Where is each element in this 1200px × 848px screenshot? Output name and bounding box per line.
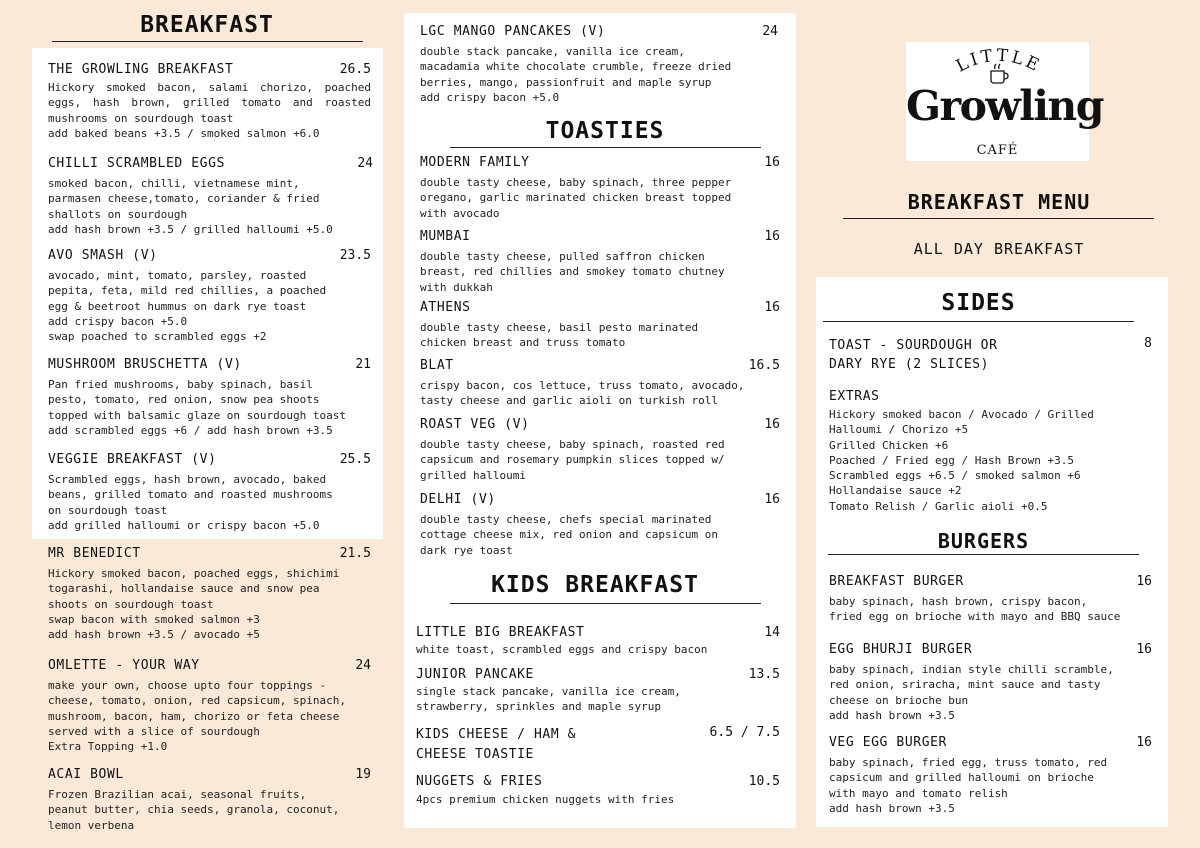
item-price: 10.5 bbox=[748, 774, 780, 789]
item-name: LITTLE BIG BREAKFAST bbox=[416, 625, 585, 640]
item-name: NUGGETS & FRIES bbox=[416, 774, 543, 789]
item-name: ACAI BOWL bbox=[48, 767, 124, 782]
sides-title-rule bbox=[823, 321, 1134, 322]
item-price: 16 bbox=[764, 229, 780, 244]
logo-top-text: LITTLE bbox=[953, 45, 1045, 77]
menu-item-modern-family bbox=[420, 155, 780, 221]
menu-item-toast bbox=[829, 336, 1152, 374]
menu-item-mushroom-bruschetta bbox=[48, 357, 371, 438]
item-name: BLAT bbox=[420, 358, 454, 373]
menu-item-growling-breakfast bbox=[48, 62, 371, 141]
item-name: EXTRAS bbox=[829, 389, 880, 404]
item-description: double stack pancake, vanilla ice cream, macadamia white chocolate crumble, freeze dried berries, mango, passionfruit and maple syrup add crispy bacon +5.0 bbox=[420, 45, 732, 104]
kids-breakfast-title: KIDS BREAKFAST bbox=[491, 572, 699, 598]
item-name: LGC MANGO PANCAKES (V) bbox=[420, 24, 606, 39]
breakfast-title-rule bbox=[52, 41, 363, 42]
item-name: MR BENEDICT bbox=[48, 546, 141, 561]
logo-cafe-text: CAFÉ bbox=[976, 143, 1019, 158]
logo-wordmark: Growling bbox=[906, 82, 1103, 130]
item-price: 16 bbox=[764, 300, 780, 315]
item-name: OMLETTE - YOUR WAY bbox=[48, 658, 200, 673]
item-name: EGG BHURJI BURGER bbox=[829, 642, 973, 657]
item-name: MODERN FAMILY bbox=[420, 155, 530, 170]
item-description: double tasty cheese, chefs special marinated cottage cheese mix, red onion and capsicum on dark rye toast bbox=[420, 513, 719, 557]
menu-item-acai-bowl bbox=[48, 767, 371, 833]
item-name: MUSHROOM BRUSCHETTA (V) bbox=[48, 357, 242, 372]
item-price: 16.5 bbox=[748, 358, 780, 373]
menu-item-roast-veg bbox=[420, 417, 780, 483]
item-price: 14 bbox=[764, 625, 780, 640]
menu-item-mumbai bbox=[420, 229, 780, 295]
item-name: BREAKFAST BURGER bbox=[829, 574, 964, 589]
item-name: VEG EGG BURGER bbox=[829, 735, 947, 750]
item-price: 16 bbox=[764, 417, 780, 432]
menu-title-rule bbox=[843, 218, 1154, 219]
item-price: 24 bbox=[762, 24, 778, 39]
menu-item-kids-cheese-toastie bbox=[416, 725, 780, 765]
item-description: white toast, scrambled eggs and crispy bacon bbox=[416, 643, 708, 656]
item-price: 6.5 / 7.5 bbox=[709, 725, 780, 740]
menu-item-athens bbox=[420, 300, 780, 351]
item-name: CHILLI SCRAMBLED EGGS bbox=[48, 156, 225, 171]
item-price: 16 bbox=[1136, 735, 1152, 750]
item-price: 21.5 bbox=[339, 546, 371, 561]
item-name: ROAST VEG (V) bbox=[420, 417, 530, 432]
item-price: 24 bbox=[355, 658, 371, 673]
item-price: 16 bbox=[764, 492, 780, 507]
item-price: 16 bbox=[1136, 574, 1152, 589]
cafe-logo bbox=[906, 42, 1103, 161]
item-name: KIDS CHEESE / HAM & CHEESE TOASTIE bbox=[416, 727, 577, 762]
item-name: MUMBAI bbox=[420, 229, 471, 244]
item-name: THE GROWLING BREAKFAST bbox=[48, 62, 234, 77]
item-description: Hickory smoked bacon, poached eggs, shichimi togarashi, hollandaise sauce and snow pea shoots on sourdough toast swap bacon with smoked salmon +3 add hash brown +3.5 / avocado +5 bbox=[48, 567, 340, 642]
item-description: double tasty cheese, baby spinach, three pepper oregano, garlic marinated chicken breast topped with avocado bbox=[420, 176, 732, 220]
item-price: 16 bbox=[1136, 642, 1152, 657]
menu-item-chilli-scrambled-eggs bbox=[48, 156, 373, 237]
menu-item-junior-pancake bbox=[416, 667, 780, 715]
menu-item-nuggets-fries bbox=[416, 774, 780, 807]
item-name: JUNIOR PANCAKE bbox=[416, 667, 534, 682]
toasties-title: TOASTIES bbox=[545, 118, 665, 144]
kids-title-rule bbox=[450, 603, 761, 604]
menu-item-veg-egg-burger bbox=[829, 735, 1152, 816]
menu-item-mango-pancakes bbox=[420, 24, 778, 105]
coffee-cup-icon bbox=[991, 64, 1008, 83]
item-description: smoked bacon, chilli, vietnamese mint, parmasen cheese,tomato, coriander & fried shallots on sourdough add hash brown +3.5 / grilled halloumi +5.0 bbox=[48, 177, 333, 236]
menu-item-avo-smash bbox=[48, 248, 371, 344]
burgers-title: BURGERS bbox=[937, 529, 1030, 553]
item-description: baby spinach, indian style chilli scramble, red onion, sriracha, mint sauce and tasty cheese on brioche bun add hash brown +3.5 bbox=[829, 663, 1114, 722]
item-description: baby spinach, hash brown, crispy bacon, fried egg on brioche with mayo and BBQ sauce bbox=[829, 595, 1121, 624]
sides-title: SIDES bbox=[941, 290, 1016, 316]
item-name: VEGGIE BREAKFAST (V) bbox=[48, 452, 217, 467]
toasties-title-rule bbox=[450, 147, 761, 148]
item-name: TOAST - SOURDOUGH OR DARY RYE (2 SLICES) bbox=[829, 338, 998, 372]
menu-title: BREAKFAST MENU bbox=[907, 190, 1091, 214]
item-name: AVO SMASH (V) bbox=[48, 248, 158, 263]
menu-item-little-big-breakfast bbox=[416, 625, 780, 657]
item-price: 16 bbox=[764, 155, 780, 170]
item-price: 26.5 bbox=[339, 62, 371, 77]
item-price: 13.5 bbox=[748, 667, 780, 682]
menu-item-egg-bhurji-burger bbox=[829, 642, 1152, 723]
menu-item-mr-benedict bbox=[48, 546, 371, 642]
item-description: Pan fried mushrooms, baby spinach, basil pesto, tomato, red onion, snow pea shoots topped with balsamic glaze on sourdough toast add scrambled eggs +6 / add hash brown +3.5 bbox=[48, 378, 347, 437]
item-description: single stack pancake, vanilla ice cream, strawberry, sprinkles and maple syrup bbox=[416, 685, 681, 714]
item-description: make your own, choose upto four toppings - cheese, tomato, onion, red capsicum, spinach, mushroom, bacon, ham, chorizo or feta cheese served with a slice of sourdough Extra Topping +1.0 bbox=[48, 679, 347, 754]
menu-item-extras bbox=[829, 389, 1152, 514]
item-price: 19 bbox=[355, 767, 371, 782]
item-description: 4pcs premium chicken nuggets with fries bbox=[416, 793, 675, 806]
item-description: Hickory smoked bacon / Avocado / Grilled Halloumi / Chorizo +5 Grilled Chicken +6 Poached / Fried egg / Hash Brown +3.5 Scrambled eggs +6.5 / smoked salmon +6 Hollandaise sauce +2 Tomato Relish / Garlic aioli +0.5 bbox=[829, 408, 1094, 513]
item-price: 24 bbox=[357, 156, 373, 171]
menu-subtitle: ALL DAY BREAKFAST bbox=[913, 240, 1085, 258]
item-description: double tasty cheese, baby spinach, roasted red capsicum and rosemary pumpkin slices topped w/ grilled halloumi bbox=[420, 438, 725, 482]
item-name: DELHI (V) bbox=[420, 492, 496, 507]
item-price: 8 bbox=[1144, 336, 1152, 351]
menu-item-breakfast-burger bbox=[829, 574, 1152, 625]
item-description: Hickory smoked bacon, salami chorizo, poached eggs, hash brown, grilled tomato and roasted mushrooms on sourdough toast add baked beans +3.5 / smoked salmon +6.0 bbox=[48, 81, 371, 140]
breakfast-title: BREAKFAST bbox=[140, 12, 274, 38]
item-price: 25.5 bbox=[339, 452, 371, 467]
menu-item-omlette bbox=[48, 658, 371, 754]
item-description: Frozen Brazilian acai, seasonal fruits, peanut butter, chia seeds, granola, coconut, lemon verbena bbox=[48, 788, 340, 832]
menu-item-delhi bbox=[420, 492, 780, 558]
item-description: double tasty cheese, pulled saffron chicken breast, red chillies and smokey tomato chutney with dukkah bbox=[420, 250, 725, 294]
item-price: 21 bbox=[355, 357, 371, 372]
item-description: Scrambled eggs, hash brown, avocado, baked beans, grilled tomato and roasted mushrooms on sourdough toast add grilled halloumi or crispy bacon +5.0 bbox=[48, 473, 333, 532]
menu-item-blat bbox=[420, 358, 780, 409]
item-description: crispy bacon, cos lettuce, truss tomato, avocado, tasty cheese and garlic aioli on turkish roll bbox=[420, 379, 745, 408]
item-price: 23.5 bbox=[339, 248, 371, 263]
menu-item-veggie-breakfast bbox=[48, 452, 371, 533]
item-description: double tasty cheese, basil pesto marinated chicken breast and truss tomato bbox=[420, 321, 699, 350]
item-description: baby spinach, fried egg, truss tomato, red capsicum and grilled halloumi on brioche with mayo and tomato relish add hash brown +3.5 bbox=[829, 756, 1108, 815]
item-name: ATHENS bbox=[420, 300, 471, 315]
item-description: avocado, mint, tomato, parsley, roasted pepita, feta, mild red chillies, a poached egg & beetroot hummus on dark rye toast add crispy bacon +5.0 swap poached to scrambled eggs +2 bbox=[48, 269, 327, 344]
burgers-title-rule bbox=[828, 554, 1139, 555]
